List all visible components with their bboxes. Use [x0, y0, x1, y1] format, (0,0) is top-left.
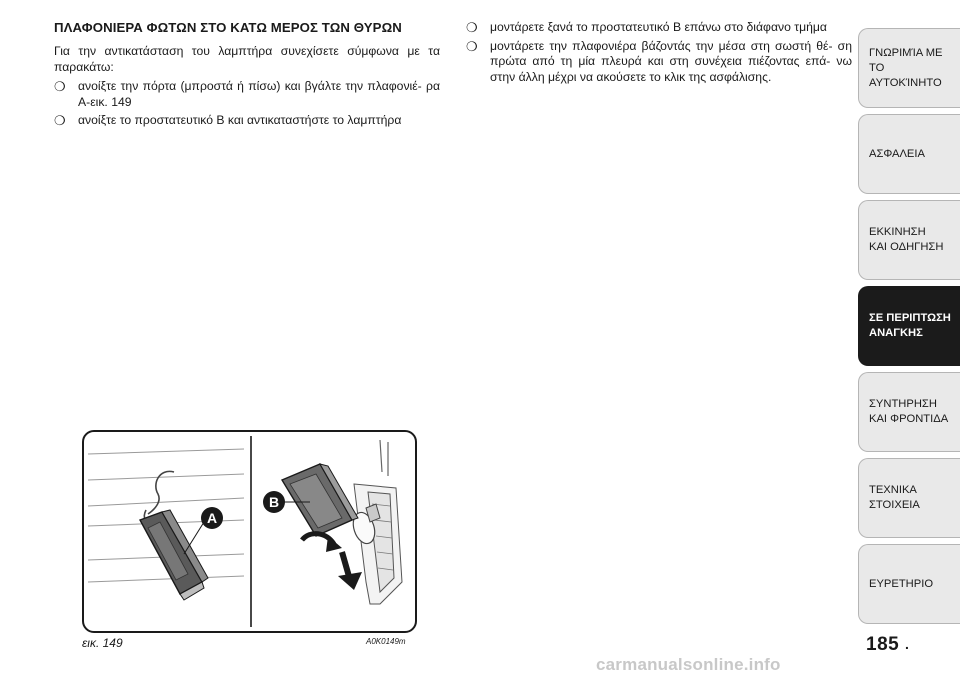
bullet-circle-icon: ❍: [466, 20, 478, 35]
step-text: μοντάρετε την πλαφονιέρα βάζοντάς την μέσα στη σωστή θέ- ση πρώτα από τη μία πλευρά και στη συνέχεια πιέζοντας επά- νω στην άλλη μέχρι να ακούσετε το κλικ της ασφάλισης.: [490, 38, 852, 84]
tab-label: ΤΕΧΝΙΚΑ: [869, 484, 917, 496]
list-item: [54, 79, 440, 110]
tab-starting-driving[interactable]: [858, 200, 960, 280]
page-dot: .: [905, 636, 909, 652]
tab-technical-data[interactable]: [858, 458, 960, 538]
figure-149: [82, 430, 417, 633]
tab-label: ΑΣΦΑΛΕΙΑ: [869, 147, 925, 160]
tab-label: ΕΚΚΙΝΗΣΗ: [869, 226, 926, 238]
label-a: A: [206, 510, 218, 526]
lamp-a-shape: [140, 510, 208, 600]
bullet-circle-icon: ❍: [466, 38, 478, 54]
label-b: B: [268, 494, 280, 510]
tab-label: ΚΑΙ ΟΔΗΓΗΣΗ: [869, 241, 944, 253]
right-column: [466, 20, 852, 88]
tab-label: ΣΥΝΤΗΡΗΣΗ: [869, 398, 937, 410]
tab-getting-to-know[interactable]: [858, 28, 960, 108]
figure-code: A0K0149m: [366, 637, 406, 646]
left-column: [54, 20, 440, 132]
page-number: 185: [866, 634, 900, 655]
rotation-arrow-icon: [302, 534, 342, 552]
tab-label: ΓΝΩΡΙΜΊΑ ΜΕ ΤΟ: [869, 46, 943, 74]
tab-index[interactable]: [858, 544, 960, 624]
tab-label: ΣΤΟΙΧΕΙΑ: [869, 499, 920, 511]
list-item: [54, 113, 440, 129]
list-item: [466, 39, 852, 86]
step-text: μοντάρετε ξανά το προστατευτικό B επάνω στο διάφανο τμήμα: [490, 20, 827, 34]
figure-caption: εικ. 149: [82, 636, 123, 650]
bullet-circle-icon: ❍: [54, 79, 66, 94]
tab-label: ΑΝΑΓΚΗΣ: [869, 327, 923, 339]
tab-safety[interactable]: [858, 114, 960, 194]
tab-emergency[interactable]: [858, 286, 960, 366]
section-heading: ΠΛΑΦΟΝΙΕΡΑ ΦΩΤΩΝ ΣΤΟ ΚΑΤΩ ΜΕΡΟΣ ΤΩΝ ΘΥΡΩΝ: [54, 20, 402, 35]
down-arrow-icon: [338, 552, 362, 590]
tab-maintenance[interactable]: [858, 372, 960, 452]
step-text: ανοίξτε το προστατευτικό B και αντικαταστήστε το λαμπτήρα: [78, 113, 402, 127]
bullet-circle-icon: ❍: [54, 113, 66, 128]
chapter-tabs: [858, 28, 960, 630]
tab-label: ΑΥΤΟΚΊΝΗΤΟ: [869, 76, 942, 89]
lamp-replacement-illustration: [84, 432, 415, 631]
list-item: [466, 20, 852, 36]
tab-label: ΚΑΙ ΦΡΟΝΤΙΔΑ: [869, 413, 949, 425]
intro-paragraph: Για την αντικατάσταση του λαμπτήρα συνεχίσετε σύμφωνα με τα παρακάτω:: [54, 44, 440, 74]
cover-b-shape: [282, 464, 358, 536]
tab-label: ΕΥΡΕΤΗΡΙΟ: [869, 577, 934, 590]
step-text: ανοίξτε την πόρτα (μπροστά ή πίσω) και βγάλτε την πλαφονιέ- ρα A-εικ. 149: [78, 79, 440, 109]
tab-label: ΣΕ ΠΕΡΙΠΤΩΣΗ: [869, 312, 951, 324]
watermark: carmanualsonline.info: [596, 655, 781, 674]
